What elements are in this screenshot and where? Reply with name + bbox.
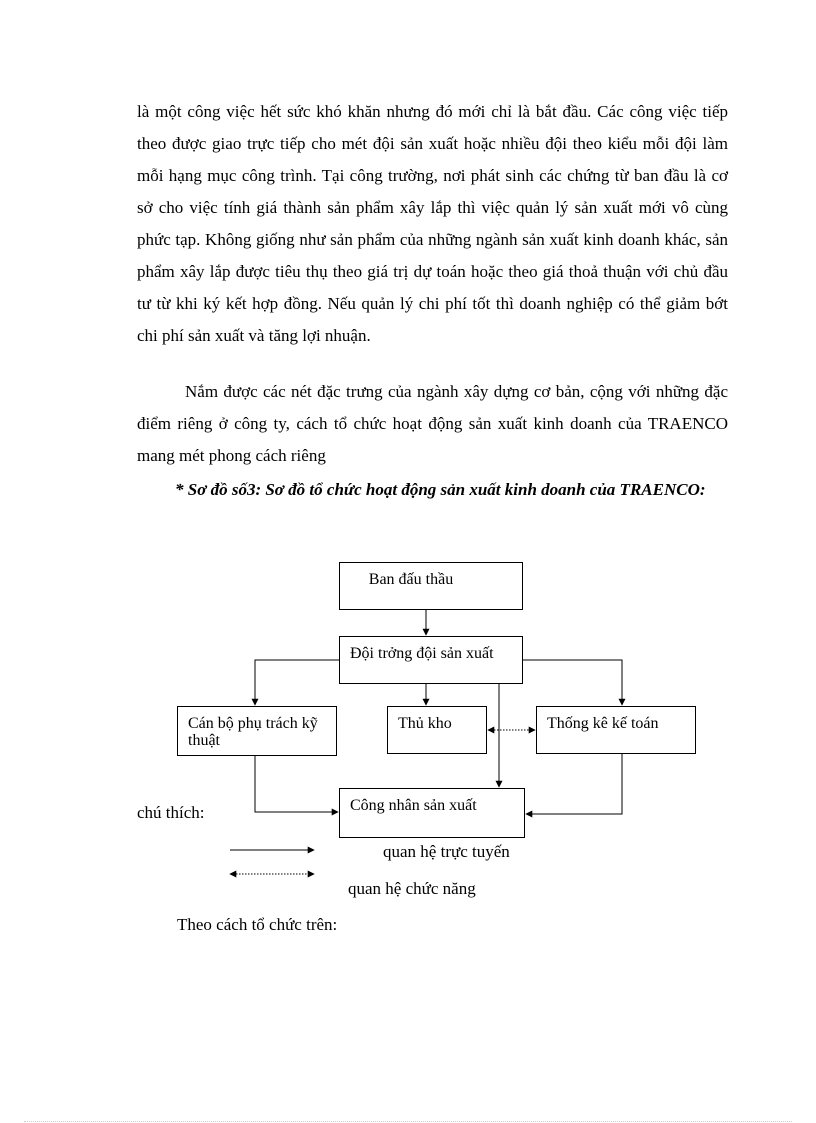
box-doi-truong: Đội trởng đội sản xuất [339, 636, 523, 684]
paragraph-2: Nắm được các nét đặc trưng của ngành xây dựng cơ bản, cộng với những đặc điểm riêng ở công ty, cách tổ chức hoạt động sản xuất kinh doanh của TRAENCO mang mét phong cách riêng [137, 382, 728, 465]
paragraph-1: là một công việc hết sức khó khăn nhưng đó mới chỉ là bắt đầu. Các công việc tiếp theo được giao trực tiếp cho mét đội sản xuất hoặc nhiều đội theo kiểu mỗi đội làm mỗi hạng mục công trình. Tại công trường, nơi phát sinh các chứng từ ban đầu là cơ sở cho việc tính giá thành sản phẩm xây lắp thì việc quản lý sản xuất mới vô cùng phức tạp. Không giống như sản phẩm của những ngành sản xuất kinh doanh khác, sản phẩm xây lắp được tiêu thụ theo giá trị dự toán hoặc theo giá thoả thuận với chủ đầu tư từ khi ký kết hợp đồng. Nếu quản lý chi phí tốt thì doanh nghiệp có thể giảm bớt chi phí sản xuất và tăng lợi nhuận. [137, 102, 728, 345]
box-thong-ke-ke-toan: Thống kê kế toán [536, 706, 696, 754]
closing-text: Theo cách tổ chức trên: [177, 915, 338, 934]
box-can-bo-ky-thuat: Cán bộ phụ trách kỹ thuật [177, 706, 337, 756]
box-thu-kho: Thủ kho [387, 706, 487, 754]
legend-functional-label: quan hệ chức năng [348, 879, 476, 898]
page-bottom-rule [24, 1121, 792, 1122]
connector-thongke-to-congnhan [526, 754, 622, 814]
connector-canbo-to-congnhan [255, 756, 338, 812]
connector-doi-to-canbo [255, 660, 339, 705]
connector-doi-to-thongke [523, 660, 622, 705]
box-ban-dau-thau: Ban đấu thầu [339, 562, 523, 610]
diagram-caption: * Sơ đồ số3: Sơ đồ tổ chức hoạt động sản xuất kinh doanh của TRAENCO: [175, 480, 706, 499]
box-cong-nhan-san-xuat: Công nhân sản xuất [339, 788, 525, 838]
legend-title: chú thích: [137, 803, 205, 822]
legend-direct-label: quan hệ trực tuyến [383, 842, 510, 861]
